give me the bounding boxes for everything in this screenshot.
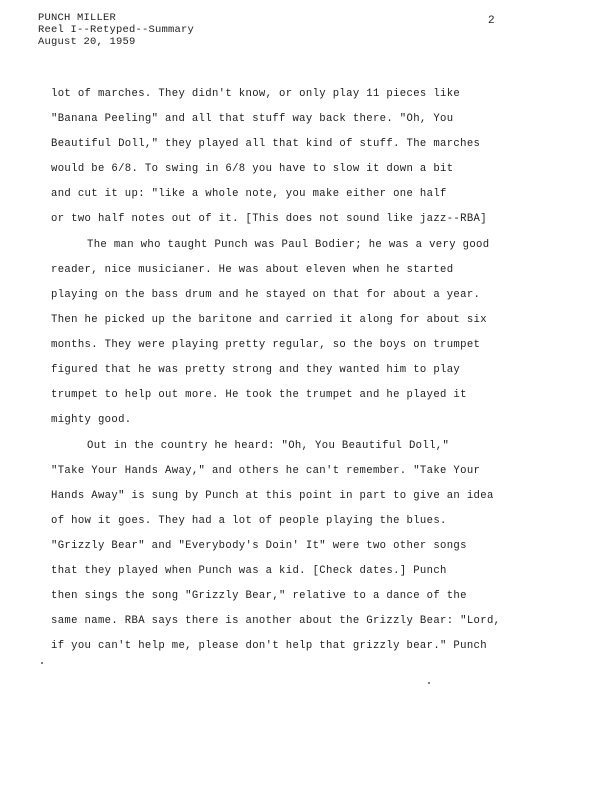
text-line: lot of marches. They didn't know, or only play 11 pieces like	[51, 88, 461, 100]
scan-speck	[428, 682, 430, 684]
text-line: The man who taught Punch was Paul Bodier; he was a very good	[87, 239, 490, 251]
text-line: of how it goes. They had a lot of people playing the blues.	[51, 515, 447, 527]
text-line: "Grizzly Bear" and "Everybody's Doin' It" were two other songs	[51, 540, 467, 552]
text-line: Beautiful Doll," they played all that kind of stuff. The marches	[51, 138, 481, 150]
text-line: "Take Your Hands Away," and others he can't remember. "Take Your	[51, 465, 481, 477]
header-name: PUNCH MILLER	[38, 12, 117, 24]
text-line: reader, nice musicianer. He was about eleven when he started	[51, 264, 454, 276]
text-line: or two half notes out of it. [This does not sound like jazz--RBA]	[51, 213, 487, 225]
text-line: "Banana Peeling" and all that stuff way back there. "Oh, You	[51, 113, 454, 125]
header-reel: Reel I--Retyped--Summary	[38, 24, 195, 36]
text-line: Out in the country he heard: "Oh, You Beautiful Doll,"	[87, 440, 450, 452]
page-header	[38, 12, 194, 48]
text-line: playing on the bass drum and he stayed on that for about a year.	[51, 289, 481, 301]
text-line: then sings the song "Grizzly Bear," relative to a dance of the	[51, 590, 467, 602]
text-line: Hands Away" is sung by Punch at this point in part to give an idea	[51, 490, 494, 502]
page-number: 2	[488, 15, 495, 27]
text-line: same name. RBA says there is another about the Grizzly Bear: "Lord,	[51, 615, 501, 627]
text-line: figured that he was pretty strong and they wanted him to play	[51, 364, 461, 376]
text-line: if you can't help me, please don't help that grizzly bear." Punch	[51, 640, 487, 652]
text-line: that they played when Punch was a kid. [Check dates.] Punch	[51, 565, 447, 577]
text-line: trumpet to help out more. He took the trumpet and he played it	[51, 389, 467, 401]
text-line: months. They were playing pretty regular, so the boys on trumpet	[51, 339, 481, 351]
scan-speck	[41, 662, 43, 664]
header-date: August 20, 1959	[38, 36, 136, 48]
text-line: would be 6/8. To swing in 6/8 you have to slow it down a bit	[51, 163, 454, 175]
text-line: mighty good.	[51, 414, 132, 426]
text-line: and cut it up: "like a whole note, you make either one half	[51, 188, 447, 200]
text-line: Then he picked up the baritone and carried it along for about six	[51, 314, 487, 326]
